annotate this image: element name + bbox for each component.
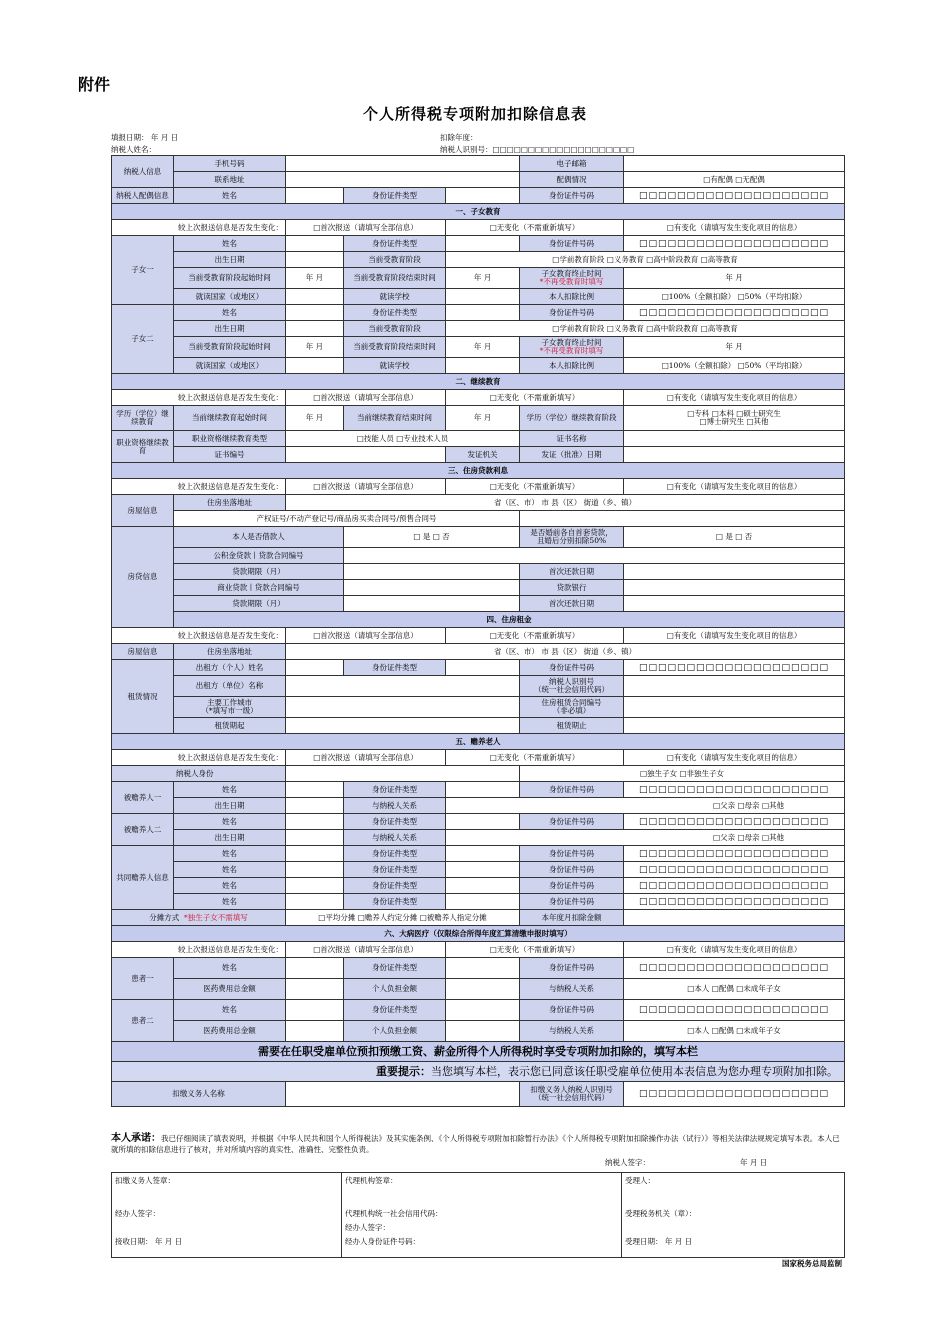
spouse-id-type-label: 身份证件类型 [344,188,446,204]
rent-address-line[interactable]: 省（区、市） 市 县（区） 街道（乡、镇） [286,644,845,660]
elder2-name-input[interactable] [286,814,344,830]
elder1-birth-label: 出生日期 [174,798,286,814]
loan-change-question: 较上次报送信息是否发生变化： [112,479,286,495]
child2-stop-input[interactable]: 年 月 [624,337,845,358]
loan-address-line[interactable]: 省（区、市） 市 县（区） 街道（乡、镇） [286,495,845,511]
child1-school-label: 就读学校 [344,289,446,305]
stage-opts-line1: □专科 □本科 □硕士研究生 [687,409,781,418]
elder2-id-type-label: 身份证件类型 [344,814,446,830]
degree-edu-label: 学历（学位）继续教育 [112,406,174,431]
co4-id-no-label: 身份证件号码 [520,894,624,910]
landlord-id-no-label: 身份证件号码 [520,660,624,676]
child2-school-input[interactable] [446,358,520,374]
withholder-column[interactable] [112,1173,342,1258]
contract-line2: （非必填） [552,706,591,715]
child1-start-label: 当前受教育阶段起始时间 [174,268,286,289]
taxpayer-name[interactable]: 纳税人姓名： [111,145,156,154]
org-id-label [520,676,624,697]
cont-stage-options[interactable] [624,406,845,431]
loan-opt-change[interactable]: □有变化（请填写发生变化项目的信息） [624,479,845,495]
spouse-status-label: 配偶情况 [520,172,624,188]
pre-marriage-line1: 是否婚前各自首套贷款， [530,528,613,537]
monthly-amount-input[interactable] [624,910,845,926]
taxpayer-info-label: 纳税人信息 [112,156,174,188]
fund-loan-no-input[interactable] [344,548,845,564]
contract-label [520,697,624,718]
child2-id-type-input[interactable] [446,305,520,321]
patient1-label: 患者一 [112,958,174,1000]
landlord-label: 出租方（个人）姓名 [174,660,286,676]
co2-id-no-label: 身份证件号码 [520,862,624,878]
comm-first-repay-input[interactable] [624,596,845,612]
child1-name-label: 姓名 [174,236,286,252]
elder1-id-type-input[interactable] [446,782,520,798]
co2-id-type-input[interactable] [446,862,520,878]
work-city-input[interactable] [286,697,520,718]
co2-name-label: 姓名 [174,862,286,878]
fund-term-input[interactable] [344,564,520,580]
work-city-line2: （*填写市一级） [201,706,258,715]
pre-marriage-options[interactable]: □ 是 □ 否 [624,527,845,548]
child1-stop-label [520,268,624,289]
accept-date[interactable]: 受理日期： 年 月 日 [625,1237,693,1246]
patient1-id-type-input[interactable] [446,958,520,979]
co-supporter-label: 共同赡养人信息 [112,846,174,910]
section-elderly-support: 五、赡养老人 [112,734,845,750]
split-options[interactable]: □平均分摊 □赡养人约定分摊 □被赡养人指定分摊 [286,910,520,926]
cont-opt-nochange[interactable]: □无变化（不需重新填写） [446,390,624,406]
child2-ratio-options[interactable]: □100%（全额扣除） □50%（平均扣除） [624,358,845,374]
spouse-name-label: 姓名 [174,188,286,204]
med-change-question: 较上次报送信息是否发生变化： [112,942,286,958]
child1-school-input[interactable] [446,289,520,305]
co3-id-type-label: 身份证件类型 [344,878,446,894]
cont-stage-label: 学历（学位）继续教育阶段 [520,406,624,431]
landlord-id-type-input[interactable] [446,660,520,676]
elder1-id-type-label: 身份证件类型 [344,782,446,798]
patient1-self-input[interactable] [446,979,520,1000]
employer-tip [112,1062,845,1082]
child1-country-label: 就读国家（或地区） [174,289,286,305]
cont-opt-change[interactable]: □有变化（请填写发生变化项目的信息） [624,390,845,406]
pre-marriage-label [520,527,624,548]
med-opt-change[interactable]: □有变化（请填写发生变化项目的信息） [624,942,845,958]
section-housing-loan: 三、住房贷款利息 [112,463,845,479]
loan-opt-nochange[interactable]: □无变化（不需重新填写） [446,479,624,495]
children-opt-first[interactable]: □首次报送（请填写全部信息） [286,220,446,236]
elder1-id-boxes[interactable]: □□□□□□□□□□□□□□□□□□□□ [624,782,845,798]
taxpayer-id[interactable]: 纳税人识别号：□□□□□□□□□□□□□□□□□□□□ [440,145,635,154]
email-input[interactable] [624,156,845,172]
fund-first-repay-label: 首次还款日期 [520,564,624,580]
child2-country-input[interactable] [286,358,344,374]
monthly-amount-label: 本年度月扣除金额 [520,910,624,926]
child2-end-input[interactable]: 年 月 [446,337,520,358]
elder1-relation-options[interactable]: □父亲 □母亲 □其他 [446,798,845,814]
section-medical: 六、大病医疗（仅限综合所得年度汇算清缴申报时填写） [112,926,845,942]
co3-name-label: 姓名 [174,878,286,894]
co1-id-type-label: 身份证件类型 [344,846,446,862]
withholder-id-line2: （统一社会信用代码） [534,1093,610,1102]
child2-id-type-label: 身份证件类型 [344,305,446,321]
elder-opt-change[interactable]: □有变化（请填写发生变化项目的信息） [624,750,845,766]
child1-label: 子女一 [112,236,174,305]
rent-house-label: 房屋信息 [112,644,174,660]
child2-end-label: 当前受教育阶段结束时间 [344,337,446,358]
is-borrower-label: 本人是否借款人 [174,527,344,548]
child1-ratio-options[interactable]: □100%（全额扣除） □50%（平均扣除） [624,289,845,305]
rent-info-label: 租赁情况 [112,660,174,734]
cert-name-label: 证书名称 [520,431,624,447]
spouse-info-label: 纳税人配偶信息 [112,188,174,204]
co1-id-no-label: 身份证件号码 [520,846,624,862]
co2-name-input[interactable] [286,862,344,878]
child1-stage-options[interactable]: □学前教育阶段 □义务教育 □高中阶段教育 □高等教育 [446,252,845,268]
elder2-name-label: 姓名 [174,814,286,830]
loan-location-label: 住房坐落地址 [174,495,286,511]
co1-name-label: 姓名 [174,846,286,862]
pre-marriage-line2: 且婚后分别扣除50% [536,536,607,545]
landlord-id-boxes[interactable]: □□□□□□□□□□□□□□□□□□□□ [624,660,845,676]
patient2-id-no-label: 身份证件号码 [520,1000,624,1021]
elder2-birth-label: 出生日期 [174,830,286,846]
patient2-name-label: 姓名 [174,1000,286,1021]
co2-id-boxes[interactable]: □□□□□□□□□□□□□□□□□□□□ [624,862,845,878]
patient2-id-type-label: 身份证件类型 [344,1000,446,1021]
patient2-id-boxes[interactable]: □□□□□□□□□□□□□□□□□□□□ [624,1000,845,1021]
comm-loan-no-input[interactable] [344,580,520,596]
spouse-id-no-label: 身份证件号码 [520,188,624,204]
child1-start-input[interactable]: 年 月 [286,268,344,289]
elder1-name-input[interactable] [286,782,344,798]
elder2-id-boxes[interactable]: □□□□□□□□□□□□□□□□□□□□ [624,814,845,830]
elder2-label: 被赡养人二 [112,814,174,846]
patient1-relation-options[interactable]: □本人 □配偶 □未成年子女 [624,979,845,1000]
elder1-relation-label: 与纳税人关系 [344,798,446,814]
child2-birth-input[interactable] [286,321,344,337]
bank-label: 贷款银行 [520,580,624,596]
tax-office-seal[interactable]: 受理税务机关（章）： [625,1209,697,1218]
patient1-self-label: 个人负担金额 [344,979,446,1000]
cont-change-question: 较上次报送信息是否发生变化： [112,390,286,406]
co4-id-type-label: 身份证件类型 [344,894,446,910]
tax-office-column[interactable] [622,1173,845,1258]
stop-text: 子女教育终止时间 [541,269,602,278]
patient1-name-label: 姓名 [174,958,286,979]
section-continuing-education: 二、继续教育 [112,374,845,390]
withholder-id-label [520,1082,624,1107]
child2-stage-label: 当前受教育阶段 [344,321,446,337]
cert-no-label: 证书编号 [174,447,286,463]
spouse-id-boxes[interactable]: □□□□□□□□□□□□□□□□□□□□ [624,188,845,204]
elder2-id-no-label: 身份证件号码 [520,814,624,830]
child2-start-label: 当前受教育阶段起始时间 [174,337,286,358]
fund-loan-no-label: 公积金贷款丨贷款合同编号 [174,548,344,564]
voc-type-label: 职业资格继续教育类型 [174,431,286,447]
patient1-id-no-label: 身份证件号码 [520,958,624,979]
comm-term-input[interactable] [344,596,520,612]
fund-term-label: 贷款期限（月） [174,564,344,580]
child1-id-type-input[interactable] [446,236,520,252]
cert-name-input[interactable] [624,431,845,447]
split-note: *独生子女不需填写 [184,912,248,922]
tip-label: 重要提示： [376,1064,432,1078]
patient1-name-input[interactable] [286,958,344,979]
rent-opt-nochange[interactable]: □无变化（不需重新填写） [446,628,624,644]
child1-id-type-label: 身份证件类型 [344,236,446,252]
child1-stage-label: 当前受教育阶段 [344,252,446,268]
co1-id-type-input[interactable] [446,846,520,862]
patient1-id-boxes[interactable]: □□□□□□□□□□□□□□□□□□□□ [624,958,845,979]
child2-stage-options[interactable]: □学前教育阶段 □义务教育 □高中阶段教育 □高等教育 [446,321,845,337]
agency-handler-id[interactable]: 经办人身份证件号码： [345,1237,420,1246]
patient1-total-label: 医药费用总金额 [174,979,286,1000]
co3-id-boxes[interactable]: □□□□□□□□□□□□□□□□□□□□ [624,878,845,894]
comm-term-label: 贷款期限（月） [174,596,344,612]
co1-name-input[interactable] [286,846,344,862]
child1-birth-label: 出生日期 [174,252,286,268]
withholder-seal[interactable]: 扣缴义务人签章： [115,1176,175,1185]
co3-id-type-input[interactable] [446,878,520,894]
landlord-org-label: 出租方（单位）名称 [174,676,286,697]
child1-id-boxes[interactable]: □□□□□□□□□□□□□□□□□□□□ [624,236,845,252]
child1-end-label: 当前受教育阶段结束时间 [344,268,446,289]
children-change-question: 较上次报送信息是否发生变化： [112,220,286,236]
co3-id-no-label: 身份证件号码 [520,878,624,894]
children-opt-change[interactable]: □有变化（请填写发生变化项目的信息） [624,220,845,236]
section-housing-rent: 四、住房租金 [174,612,845,628]
deed-label: 产权证号/不动产登记号/商品房买卖合同号/预售合同号 [174,511,520,527]
identity-spacer [286,766,520,782]
elder1-id-no-label: 身份证件号码 [520,782,624,798]
elder-opt-nochange[interactable]: □无变化（不需重新填写） [446,750,624,766]
landlord-id-type-label: 身份证件类型 [344,660,446,676]
elder-change-question: 较上次报送信息是否发生变化： [112,750,286,766]
child1-stop-input[interactable]: 年 月 [624,268,845,289]
patient2-total-label: 医药费用总金额 [174,1021,286,1042]
org-id-input[interactable] [624,676,845,697]
child1-birth-input[interactable] [286,252,344,268]
cert-no-input[interactable] [286,447,446,463]
receiver[interactable]: 受理人： [625,1176,655,1185]
elder1-birth-input[interactable] [286,798,344,814]
split-text: 分摊方式 [149,912,180,922]
receive-date[interactable]: 接收日期： 年 月 日 [115,1237,183,1246]
loan-opt-first[interactable]: □首次报送（请填写全部信息） [286,479,446,495]
withholder-name-label: 扣缴义务人名称 [112,1082,286,1107]
co3-name-input[interactable] [286,878,344,894]
work-city-label [174,697,286,718]
cont-start-input[interactable]: 年 月 [286,406,344,431]
declaration-text: 我已仔细阅读了填表说明，并根据《中华人民共和国个人所得税法》及其实施条例、《个人所得税专项附加扣除暂行办法》《个人所得税专项附加扣除操作办法（试行）》等相关法律法规规定填写本表。本人已就所填的扣除信息进行了核对，并对所填内容的真实性、准确性、完整性负责。 [111,1134,840,1154]
processing-table [111,1172,845,1258]
issue-date-input[interactable] [624,447,845,463]
phone-label: 手机号码 [174,156,286,172]
taxpayer-identity-label: 纳税人身份 [112,766,286,782]
child2-name-label: 姓名 [174,305,286,321]
address-label: 联系地址 [174,172,286,188]
patient1-relation-label: 与纳税人关系 [520,979,624,1000]
co4-name-input[interactable] [286,894,344,910]
patient2-id-type-input[interactable] [446,1000,520,1021]
child1-id-no-label: 身份证件号码 [520,236,624,252]
work-city-line1: 主要工作城市 [207,698,252,707]
signature-date[interactable]: 年 月 日 [740,1158,768,1167]
stage-opts-line2: □博士研究生 □其他 [699,417,769,426]
patient2-label: 患者二 [112,1000,174,1042]
phone-input[interactable] [286,156,520,172]
stop-text: 子女教育终止时间 [541,338,602,347]
rent-change-question: 较上次报送信息是否发生变化： [112,628,286,644]
rent-opt-change[interactable]: □有变化（请填写发生变化项目的信息） [624,628,845,644]
declaration-label: 本人承诺： [111,1133,161,1144]
child2-id-boxes[interactable]: □□□□□□□□□□□□□□□□□□□□ [624,305,845,321]
child2-start-input[interactable]: 年 月 [286,337,344,358]
child2-school-label: 就读学校 [344,358,446,374]
landlord-input[interactable] [286,660,344,676]
spouse-id-type-input[interactable] [446,188,520,204]
footer-supervisor: 国家税务总局监制 [782,1259,842,1268]
spouse-status-options[interactable]: □有配偶 □无配偶 [624,172,845,188]
cont-start-label: 当前继续教育起始时间 [174,406,286,431]
withholder-name-input[interactable] [286,1082,520,1107]
withholder-id-line1: 扣缴义务人纳税人识别号 [530,1085,613,1094]
attachment-label: 附件 [78,75,111,94]
contract-input[interactable] [624,697,845,718]
loan-info-label: 房贷信息 [112,527,174,628]
deed-input[interactable] [520,511,845,527]
org-id-line1: 纳税人识别号 [549,677,595,686]
co4-id-type-input[interactable] [446,894,520,910]
elder1-label: 被赡养人一 [112,782,174,814]
patient2-relation-label: 与纳税人关系 [520,1021,624,1042]
rent-end-input[interactable] [624,718,845,734]
rent-opt-first[interactable]: □首次报送（请填写全部信息） [286,628,446,644]
child2-ratio-label: 本人扣除比例 [520,358,624,374]
elder-opt-first[interactable]: □首次报送（请填写全部信息） [286,750,446,766]
tip-text: 当您填写本栏，表示您已同意该任职受雇单位使用本表信息为您办理专项附加扣除。 [431,1064,839,1078]
child1-country-input[interactable] [286,289,344,305]
elder2-relation-label: 与纳税人关系 [344,830,446,846]
identity-options[interactable]: □独生子女 □非独生子女 [520,766,845,782]
agency-seal[interactable]: 代理机构签章： [345,1176,398,1185]
patient2-total-input[interactable] [286,1021,344,1042]
taxpayer-signature[interactable]: 纳税人签字： [605,1158,650,1167]
patient2-self-label: 个人负担金额 [344,1021,446,1042]
employer-section-title: 需要在任职受雇单位预扣预缴工资、薪金所得个人所得税时享受专项附加扣除的，填写本栏 [112,1042,845,1062]
loan-house-label: 房屋信息 [112,495,174,527]
vocational-edu-label: 职业资格继续教育 [112,431,174,463]
contract-line1: 住房租赁合同编号 [541,698,602,707]
co1-id-boxes[interactable]: □□□□□□□□□□□□□□□□□□□□ [624,846,845,862]
child2-stop-label [520,337,624,358]
cont-opt-first[interactable]: □首次报送（请填写全部信息） [286,390,446,406]
med-opt-nochange[interactable]: □无变化（不需重新填写） [446,942,624,958]
children-opt-nochange[interactable]: □无变化（不需重新填写） [446,220,624,236]
rent-end-label: 租赁期止 [520,718,624,734]
declaration [111,1133,844,1155]
comm-loan-no-label: 商业贷款丨贷款合同编号 [174,580,344,596]
issue-date-label: 发证（批准）日期 [520,447,624,463]
elder2-id-type-input[interactable] [446,814,520,830]
agency-column[interactable] [342,1173,622,1258]
agency-credit-code[interactable]: 代理机构统一社会信用代码： [345,1209,443,1218]
elder1-name-label: 姓名 [174,782,286,798]
org-id-line2: （统一社会信用代码） [534,685,610,694]
stop-note: *不再受教育时填写 [539,346,604,355]
stop-note: *不再受教育时填写 [539,277,604,286]
agency-handler[interactable]: 经办人签字： [345,1223,390,1232]
bank-input[interactable] [624,580,845,596]
cont-end-input[interactable]: 年 月 [446,406,520,431]
co4-name-label: 姓名 [174,894,286,910]
child2-name-input[interactable] [286,305,344,321]
deduction-form-table [111,155,845,1107]
child2-id-no-label: 身份证件号码 [520,305,624,321]
section-children-education: 一、子女教育 [112,204,845,220]
rent-start-input[interactable] [286,718,520,734]
form-title: 个人所得税专项附加扣除信息表 [362,105,587,123]
split-method-label [112,910,286,926]
email-label: 电子邮箱 [520,156,624,172]
voc-type-options[interactable]: □技能人员 □专业技术人员 [286,431,520,447]
co4-id-boxes[interactable]: □□□□□□□□□□□□□□□□□□□□ [624,894,845,910]
elder2-relation-options[interactable]: □父亲 □母亲 □其他 [446,830,845,846]
fill-date[interactable]: 填报日期： 年 月 日 [111,133,179,142]
med-opt-first[interactable]: □首次报送（请填写全部信息） [286,942,446,958]
fund-first-repay-input[interactable] [624,564,845,580]
issuer-label: 发证机关 [446,447,520,463]
address-input[interactable] [286,172,520,188]
child2-label: 子女二 [112,305,174,374]
cont-end-label: 当前继续教育结束时间 [344,406,446,431]
co2-id-type-label: 身份证件类型 [344,862,446,878]
patient1-id-type-label: 身份证件类型 [344,958,446,979]
spouse-name-input[interactable] [286,188,344,204]
rent-start-label: 租赁期起 [174,718,286,734]
patient2-name-input[interactable] [286,1000,344,1021]
withholder-handler[interactable]: 经办人签字： [115,1209,160,1218]
withholder-id-boxes[interactable]: □□□□□□□□□□□□□□□□□□□□ [624,1082,845,1107]
child1-ratio-label: 本人扣除比例 [520,289,624,305]
patient2-self-input[interactable] [446,1021,520,1042]
patient2-relation-options[interactable]: □本人 □配偶 □未成年子女 [624,1021,845,1042]
child1-name-input[interactable] [286,236,344,252]
child2-country-label: 就读国家（或地区） [174,358,286,374]
patient1-total-input[interactable] [286,979,344,1000]
comm-first-repay-label: 首次还款日期 [520,596,624,612]
rent-location-label: 住房坐落地址 [174,644,286,660]
child2-birth-label: 出生日期 [174,321,286,337]
elder2-birth-input[interactable] [286,830,344,846]
landlord-org-input[interactable] [286,676,520,697]
deduct-year[interactable]: 扣除年度： [440,133,478,142]
is-borrower-options[interactable]: □ 是 □ 否 [344,527,520,548]
child1-end-input[interactable]: 年 月 [446,268,520,289]
